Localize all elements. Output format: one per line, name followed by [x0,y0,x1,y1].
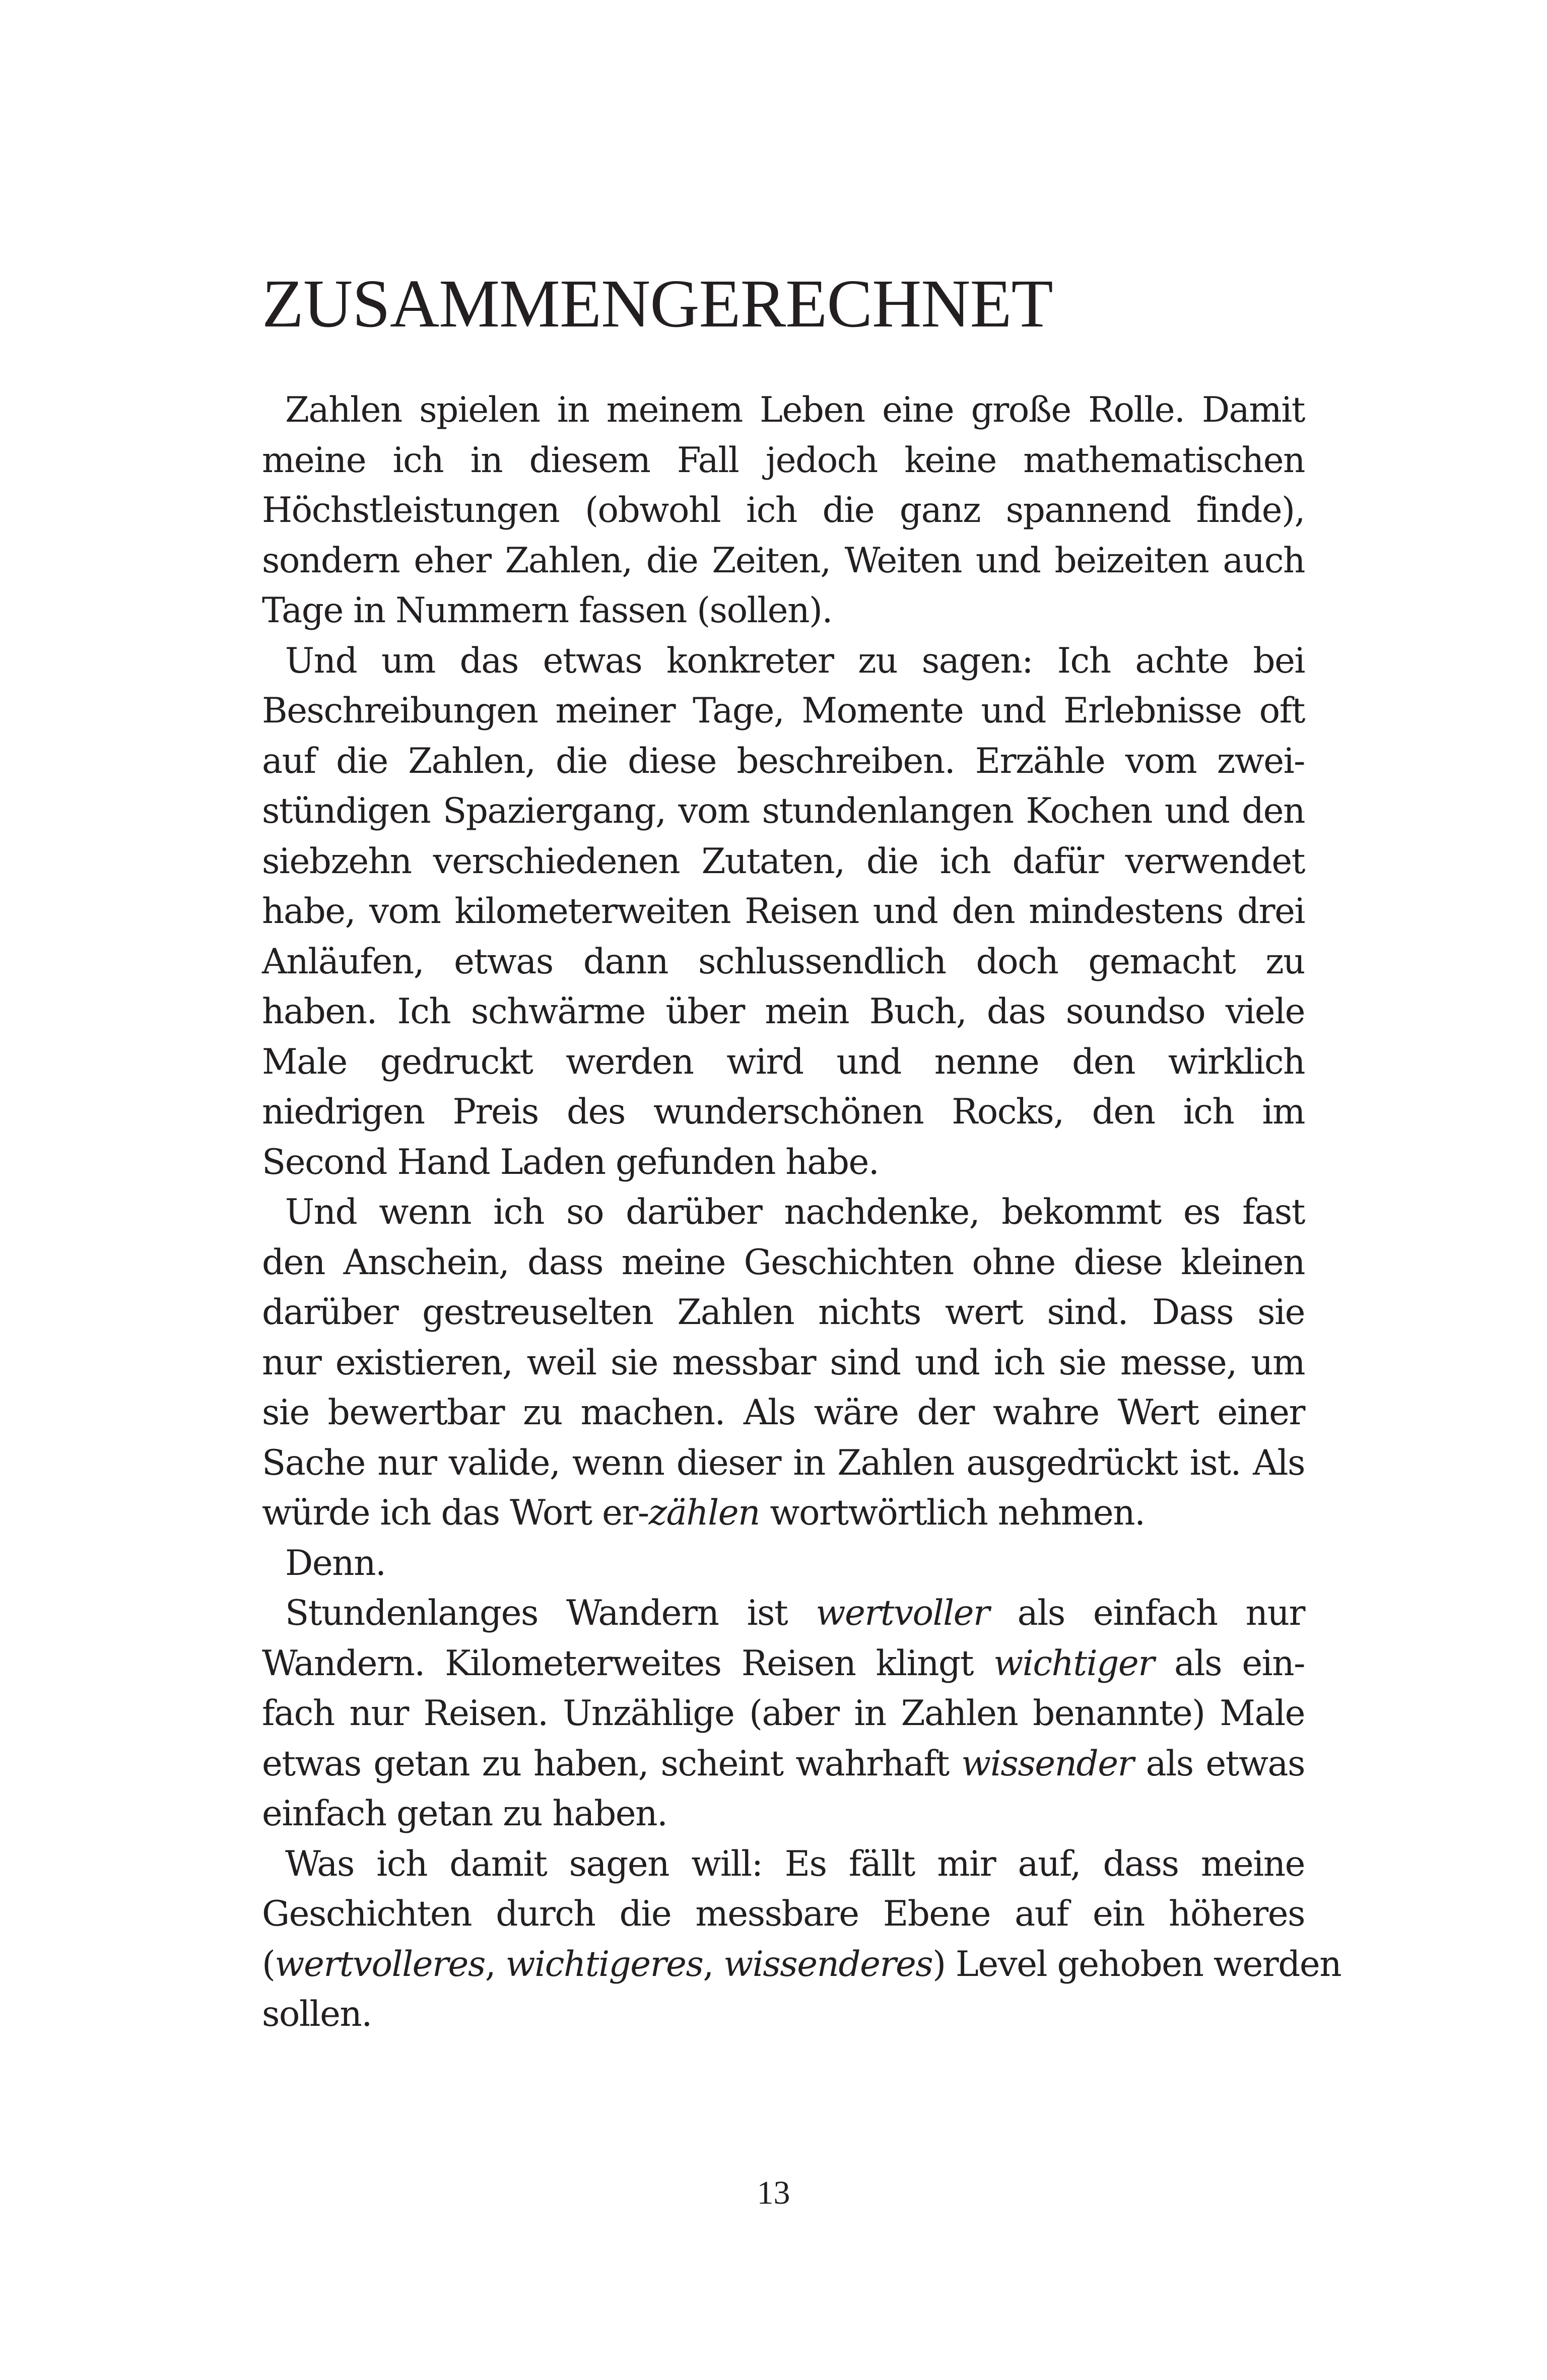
text-line [262,1940,1341,1990]
text-line [262,1639,1305,1689]
text-segment: , [703,1944,724,1985]
text-line: sollen. [262,1994,372,2034]
text-line: Anläufen, etwas dann schlussendlich doch gemacht zu [262,941,1305,982]
text-line [262,1488,1305,1539]
italic-text: wichtiger [993,1643,1154,1684]
chapter-title: ZUSAMMENGERECHNET [262,266,1053,342]
text-line: meine ich in diesem Fall jedoch keine mathematischen [262,440,1305,481]
text-line [262,1589,1305,1639]
text-segment: wortwörtlich nehmen. [760,1493,1145,1533]
paragraph [262,1839,1341,2040]
text-line: sie bewertbar zu machen. Als wäre der wahre Wert einer [262,1393,1305,1433]
text-line: niedrigen Preis des wunderschönen Rocks, den ich im [262,1092,1305,1132]
text-segment: ( [262,1944,275,1985]
text-line: Und wenn ich so darüber nachdenke, bekommt es fast [285,1192,1305,1232]
italic-text: zählen [648,1493,760,1533]
text-line: Second Hand Laden gefunden habe. [262,1142,879,1182]
paragraph [262,1187,1305,1539]
page-number: 13 [757,2174,790,2211]
text-line: stündigen Spaziergang, vom stundenlangen Kochen und den [262,791,1305,831]
text-line: Beschreibungen meiner Tage, Momente und Erlebnisse oft [262,691,1305,731]
text-segment: würde ich das Wort er- [262,1493,649,1533]
text-line: Und um das etwas konkreter zu sagen: Ich achte bei [285,640,1305,681]
text-line [262,1739,1305,1790]
text-segment: , [485,1944,506,1985]
text-segment: ) Level gehoben werden [932,1944,1341,1985]
text-segment: als ein- [1154,1643,1305,1684]
text-segment: als einfach nur [989,1593,1305,1633]
text-line: Geschichten durch die messbare Ebene auf ein höheres [262,1894,1305,1934]
text-segment: etwas getan zu haben, scheint wahrhaft [262,1743,962,1784]
paragraph [262,385,1305,636]
text-line: Denn. [285,1543,386,1583]
text-line: darüber gestreuselten Zahlen nichts wert sind. Dass sie [262,1292,1305,1333]
text-line: auf die Zahlen, die diese beschreiben. Erzähle vom zwei- [262,741,1305,781]
text-line: den Anschein, dass meine Geschichten ohne diese kleinen [262,1242,1305,1283]
text-segment: Wandern. Kilometerweites Reisen klingt [262,1643,994,1684]
text-line: habe, vom kilometerweiten Reisen und den mindestens drei [262,891,1305,932]
italic-text: wertvolleres [275,1944,485,1985]
italic-text: wertvoller [816,1593,989,1633]
italic-text: wissender [961,1743,1134,1784]
text-line: Zahlen spielen in meinem Leben eine große Rolle. Damit [285,390,1305,430]
text-line: Sache nur valide, wenn dieser in Zahlen ausgedrückt ist. Als [262,1442,1305,1483]
text-segment: als etwas [1133,1743,1305,1784]
text-line: Höchstleistungen (obwohl ich die ganz spannend finde), [262,490,1305,531]
text-line: siebzehn verschiedenen Zutaten, die ich dafür verwendet [262,841,1305,882]
text-line: haben. Ich schwärme über mein Buch, das soundso viele [262,991,1305,1032]
text-line: Male gedruckt werden wird und nenne den wirklich [262,1041,1305,1082]
body-text [262,385,1341,2040]
paragraph [262,1539,1305,1589]
text-line: sondern eher Zahlen, die Zeiten, Weiten und beizeiten auch [262,540,1305,581]
text-line: nur existieren, weil sie messbar sind und ich sie messe, um [262,1342,1305,1383]
italic-text: wichtigeres [505,1944,703,1985]
italic-text: wissenderes [723,1944,933,1985]
paragraph [262,636,1305,1188]
text-segment: Stundenlanges Wandern ist [285,1593,816,1633]
text-line: fach nur Reisen. Unzählige (aber in Zahlen benannte) Male [262,1693,1305,1734]
text-line: Was ich damit sagen will: Es fällt mir auf, dass meine [285,1843,1305,1884]
paragraph [262,1589,1305,1839]
text-line: einfach getan zu haben. [262,1794,667,1834]
text-line: Tage in Nummern fassen (sollen). [262,590,832,631]
